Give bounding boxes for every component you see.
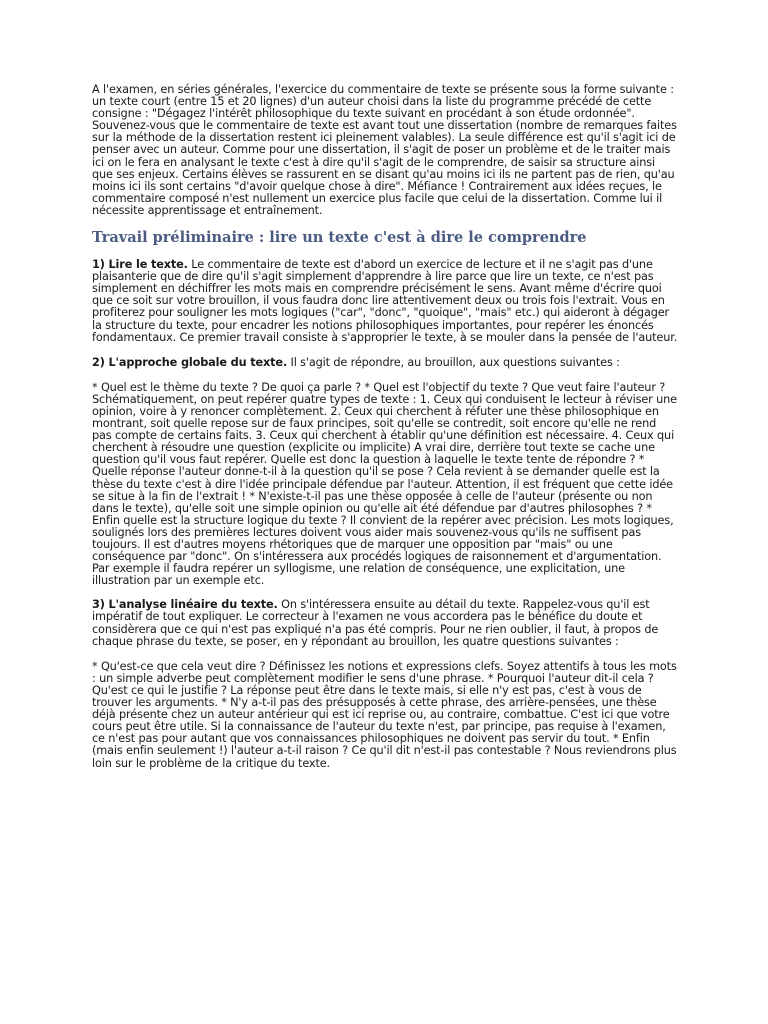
section-2-questions: * Quel est le thème du texte ? De quoi ça parle ? * Quel est l'objectif du texte ? Que veut faire l'auteur ? Schématiquement, on peut repérer quatre types de texte : 1. Ceux qui conduisent le lecteur à réviser une opinion, voire à y renoncer complètement. 2. Ceux qui cherchent à réfuter une thèse philosophique en montrant, soit quelle repose sur de faux principes, soit qu'elle se contredit, soit encore qu'elle ne rend pas compte de certains faits. 3. Ceux qui cherchent à établir qu'une définition est nécessaire. 4. Ceux qui cherchent à résoudre une question (explicite ou implicite) A vrai dire, derrière tout texte se cache une question qu'il vous faut repérer. Quelle est donc la question à laquelle le texte tente de répondre ? * Quelle réponse l'auteur donne-t-il à la question qu'il se pose ? Cela revient à se demander quelle est la thèse du texte c'est à dire l'idée principale défendue par l'auteur. Attention, il est fréquent que cette idée se situe à la fin de l'extrait ! * N'existe-t-il pas une thèse opposée à celle de l'auteur (présente ou non dans le texte), qu'elle soit une simple opinion ou qu'elle ait été défendue par d'autres philosophes ? * Enfin quelle est la structure logique du texte ? Il convient de la repérer avec précision. Les mots logiques, soulignés lors des premières lectures doivent vous aider mais souvenez-vous qu'ils ne suffisent pas toujours. Il est d'autres moyens rhétoriques que de marquer une opposition par "mais" ou une conséquence par "donc". On s'intéressera aux procédés logiques de raisonnement et d'argumentation. Par exemple il faudra repérer un syllogisme, une relation de conséquence, une explicitation, une illustration par un exemple etc.	[92, 380, 677, 588]
section-3-questions: * Qu'est-ce que cela veut dire ? Définissez les notions et expressions clefs. Soyez attentifs à tous les mots : un simple adverbe peut complètement modifier le sens d'une phrase. * Pourquoi l'auteur dit-il cela ? Qu'est ce qui le justifie ? La réponse peut être dans le texte mais, si elle n'y est pas, c'est à vous de trouver les arguments. * N'y a-t-il pas des présupposés à cette phrase, des arrière-pensées, une thèse déjà présente chez un auteur antérieur qui est ici reprise ou, au contraire, combattue. C'est ici que votre cours peut être utile. Si la connaissance de l'auteur du texte n'est, par principe, pas requise à l'examen, ce n'est pas pour autant que vos connaissances philosophiques ne doivent pas servir du tout. * Enfin (mais enfin seulement !) l'auteur a-t-il raison ? Ce qu'il dit n'est-il pas contestable ? Nous reviendrons plus loin sur le problème de la critique du texte.	[92, 659, 677, 770]
section-2-paragraph	[92, 357, 678, 369]
section-3-body: On s'intéressera ensuite au détail du texte. Rappelez-vous qu'il est impératif de tout expliquer. Le correcteur à l'examen ne vous accordera pas le bénéfice du doute et considèrera que ce qui n'est pas expliqué n'a pas été compris. Pour ne rien oublier, il faut, à propos de chaque phrase du texte, se poser, en y répondant au brouillon, les quatre questions suivantes :	[92, 598, 659, 648]
document-page	[92, 84, 678, 782]
section-3-paragraph	[92, 599, 678, 647]
section-1-body: Le commentaire de texte est d'abord un exercice de lecture et il ne s'agit pas d'une plaisanterie que de dire qu'il s'agit simplement d'apprendre à lire parce que lire un texte, ce n'est pas simplement en déchiffrer les mots mais en comprendre précisément le sens. Avant même d'écrire quoi que ce soit sur votre brouillon, il vous faudra donc lire attentivement deux ou trois fois l'extrait. Vous en profiterez pour souligner les mots logiques ("car", "donc", "quoique", "mais" etc.) qui aideront à dégager la structure du texte, pour encadrer les notions philosophiques importantes, pour repérer les énoncés fondamentaux. Ce premier travail consiste à s'approprier le texte, à se mouler dans la pensée de l'auteur.	[92, 258, 678, 344]
section-1-paragraph	[92, 259, 678, 344]
section-2-lead: 2) L'approche globale du texte.	[92, 355, 288, 369]
section-1-lead: 1) Lire le texte.	[92, 258, 188, 272]
section-heading: Travail préliminaire : lire un texte c'est à dire le comprendre	[92, 229, 587, 247]
section-2-body: Il s'agit de répondre, au brouillon, aux questions suivantes :	[287, 355, 620, 369]
section-3-lead: 3) L'analyse linéaire du texte.	[92, 598, 278, 612]
intro-paragraph: A l'examen, en séries générales, l'exercice du commentaire de texte se présente sous la forme suivante : un texte court (entre 15 et 20 lignes) d'un auteur choisi dans la liste du programme précédé de cette consigne : "Dégagez l'intérêt philosophique du texte suivant en procédant à son étude ordonnée". Souvenez-vous que le commentaire de texte est avant tout une dissertation (nombre de remarques faites sur la méthode de la dissertation restent ici pleinement valables). La seule différence est qu'il s'agit ici de penser avec un auteur. Comme pour une dissertation, il s'agit de poser un problème et de le traiter mais ici on le fera en analysant le texte c'est à dire qu'il s'agit de le comprendre, de saisir sa structure ainsi que ses enjeux. Certains élèves se rassurent en se disant qu'au moins ici ils ne partent pas de rien, qu'au moins ici ils sont certains "d'avoir quelque chose à dire". Méfiance ! Contrairement aux idées reçues, le commentaire composé n'est nullement un exercice plus facile que celui de la dissertation. Comme lui il nécessite apprentissage et entraînement.	[92, 83, 677, 217]
